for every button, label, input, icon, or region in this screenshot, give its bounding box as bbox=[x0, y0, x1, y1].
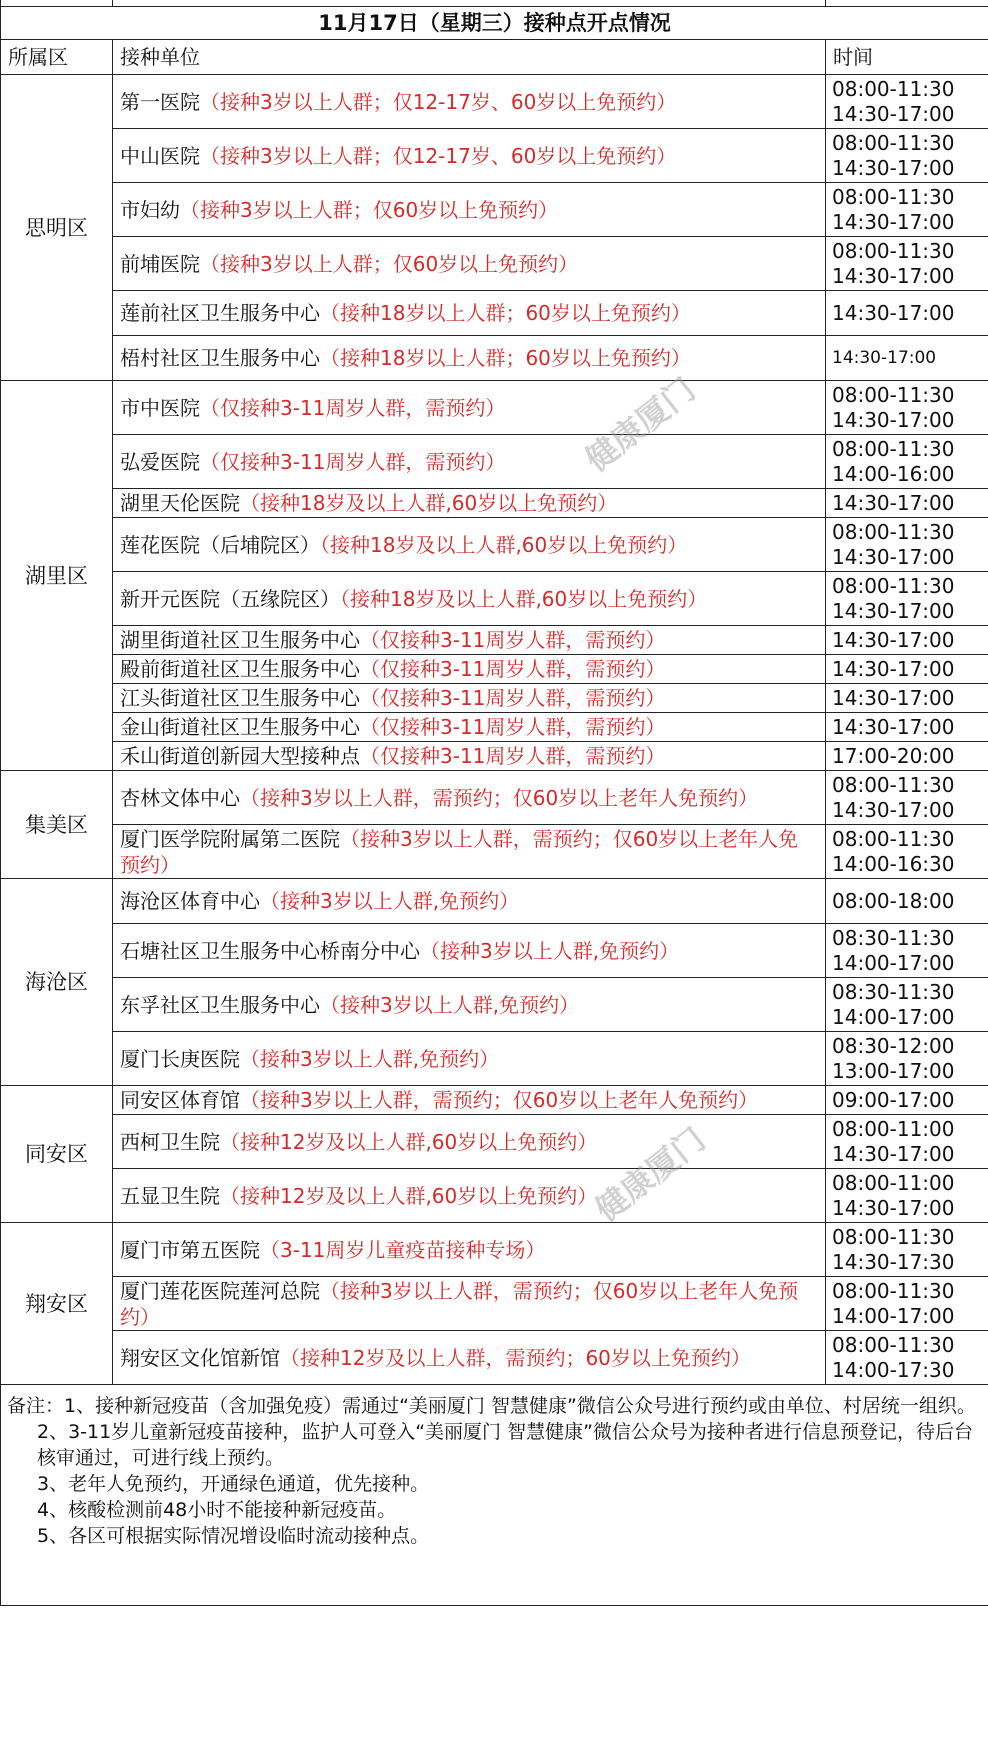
header-time: 时间 bbox=[826, 40, 988, 75]
time-range: 14:30-17:00 bbox=[832, 155, 955, 180]
time-cell bbox=[826, 381, 988, 435]
time-cell bbox=[826, 489, 988, 518]
notes-row bbox=[1, 1385, 988, 1606]
time-cell bbox=[826, 626, 988, 655]
site-cell bbox=[113, 435, 826, 489]
site-name: 同安区体育馆 bbox=[120, 1088, 240, 1112]
title-row bbox=[1, 7, 988, 40]
time-cell bbox=[826, 1277, 988, 1331]
site-name: 厦门长庚医院 bbox=[120, 1046, 240, 1071]
time-range: 08:00-11:30 bbox=[832, 184, 955, 209]
site-cell bbox=[113, 1277, 826, 1331]
site-cell bbox=[113, 655, 826, 684]
time-cell bbox=[826, 1086, 988, 1115]
time-cell bbox=[826, 435, 988, 489]
table-row bbox=[1, 771, 988, 825]
time-range: 08:00-11:30 bbox=[832, 382, 955, 407]
time-range: 08:00-11:30 bbox=[832, 573, 955, 598]
district-name: 思明区 bbox=[1, 75, 113, 381]
watermark: 健康厦门 bbox=[588, 1120, 713, 1229]
time-range: 08:30-11:30 bbox=[832, 979, 955, 1004]
site-name: 江头街道社区卫生服务中心 bbox=[120, 686, 360, 710]
site-cell bbox=[113, 742, 826, 771]
site-cell bbox=[113, 237, 826, 291]
site-cell bbox=[113, 825, 826, 879]
time-cell bbox=[826, 978, 988, 1032]
time-range: 08:00-11:00 bbox=[832, 1116, 955, 1141]
time-range: 09:00-17:00 bbox=[832, 1087, 955, 1112]
site-name: 杏林文体中心 bbox=[120, 785, 240, 810]
site-note: （接种18岁以上人群；60岁以上免预约） bbox=[320, 346, 691, 370]
note-line: 3、老年人免预约，开通绿色通道，优先接种。 bbox=[37, 1473, 430, 1495]
site-name: 翔安区文化馆新馆 bbox=[120, 1345, 280, 1370]
site-note: （接种3岁以上人群，需预约；仅60岁以上老年人免预约） bbox=[240, 785, 759, 810]
site-name: 市妇幼 bbox=[120, 197, 180, 222]
time-cell bbox=[826, 1169, 988, 1223]
district-name: 集美区 bbox=[1, 771, 113, 879]
time-range: 08:00-11:30 bbox=[832, 519, 955, 544]
site-note: （接种3岁以上人群,免预约） bbox=[320, 992, 580, 1017]
time-range: 08:00-11:00 bbox=[832, 1170, 955, 1195]
site-cell bbox=[113, 684, 826, 713]
time-range: 14:30-17:00 bbox=[832, 300, 955, 325]
site-note: （接种3岁以上人群；仅12-17岁、60岁以上免预约） bbox=[200, 89, 677, 114]
site-note: （接种3岁以上人群,免预约） bbox=[420, 938, 680, 963]
site-name: 殿前街道社区卫生服务中心 bbox=[120, 657, 360, 681]
site-cell bbox=[113, 75, 826, 129]
table-row bbox=[1, 742, 988, 771]
time-range: 14:00-17:00 bbox=[832, 1303, 955, 1328]
table-row bbox=[1, 518, 988, 572]
time-cell bbox=[826, 572, 988, 626]
time-range: 14:30-17:30 bbox=[832, 1249, 955, 1274]
time-range: 08:00-18:00 bbox=[832, 888, 955, 913]
table-row bbox=[1, 1115, 988, 1169]
time-cell bbox=[826, 237, 988, 291]
site-name: 市中医院 bbox=[120, 395, 200, 420]
time-range: 14:30-17:00 bbox=[832, 598, 955, 623]
site-name: 五显卫生院 bbox=[120, 1183, 220, 1208]
site-name: 西柯卫生院 bbox=[120, 1129, 220, 1154]
site-cell bbox=[113, 713, 826, 742]
site-cell bbox=[113, 978, 826, 1032]
time-cell bbox=[826, 684, 988, 713]
time-range: 14:30-17:00 bbox=[832, 685, 955, 710]
time-cell bbox=[826, 713, 988, 742]
note-line: 备注：1、接种新冠疫苗（含加强免疫）需通过“美丽厦门 智慧健康”微信公众号进行预约或由单位、村居统一组织。 bbox=[7, 1395, 976, 1417]
table-row bbox=[1, 713, 988, 742]
time-cell bbox=[826, 291, 988, 336]
site-cell bbox=[113, 518, 826, 572]
site-cell bbox=[113, 381, 826, 435]
site-name: 厦门莲花医院莲河总院 bbox=[120, 1278, 320, 1303]
table-row bbox=[1, 1032, 988, 1086]
district-name: 翔安区 bbox=[1, 1223, 113, 1385]
table-row bbox=[1, 572, 988, 626]
time-range: 14:00-17:00 bbox=[832, 1004, 955, 1029]
time-range: 08:00-11:30 bbox=[832, 238, 955, 263]
time-cell bbox=[826, 655, 988, 684]
table-row bbox=[1, 1086, 988, 1115]
time-cell bbox=[826, 518, 988, 572]
table-row bbox=[1, 684, 988, 713]
time-cell bbox=[826, 771, 988, 825]
site-note: （3-11周岁儿童疫苗接种专场） bbox=[260, 1237, 546, 1262]
site-note: （仅接种3-11周岁人群，需预约） bbox=[360, 744, 666, 768]
site-note: （仅接种3-11周岁人群，需预约） bbox=[360, 657, 666, 681]
note-line: 2、3-11岁儿童新冠疫苗接种，监护人可登入“美丽厦门 智慧健康”微信公众号为接种者进行信息预登记，待后台核审通过，可进行线上预约。 bbox=[37, 1421, 973, 1469]
time-range: 08:00-11:30 bbox=[832, 76, 955, 101]
site-note: （接种18岁以上人群；60岁以上免预约） bbox=[320, 301, 691, 325]
site-cell bbox=[113, 879, 826, 924]
site-cell bbox=[113, 1086, 826, 1115]
site-name: 金山街道社区卫生服务中心 bbox=[120, 715, 360, 739]
time-range: 14:30-17:00 bbox=[832, 101, 955, 126]
time-range: 14:30-17:00 bbox=[832, 544, 955, 569]
time-range: 14:30-17:00 bbox=[832, 1141, 955, 1166]
site-note: （接种18岁及以上人群,60岁以上免预约） bbox=[340, 586, 708, 611]
site-note: （仅接种3-11周岁人群，需预约） bbox=[360, 715, 666, 739]
time-cell bbox=[826, 75, 988, 129]
site-note: （仅接种3-11周岁人群，需预约） bbox=[200, 449, 506, 474]
site-name: 新开元医院（五缘院区） bbox=[120, 586, 340, 611]
time-cell bbox=[826, 1032, 988, 1086]
site-cell bbox=[113, 129, 826, 183]
site-name: 禾山街道创新园大型接种点 bbox=[120, 744, 360, 768]
site-name: 第一医院 bbox=[120, 89, 200, 114]
site-name: 莲前社区卫生服务中心 bbox=[120, 301, 320, 325]
site-name: 湖里天伦医院 bbox=[120, 491, 240, 515]
district-name: 湖里区 bbox=[1, 381, 113, 771]
time-range: 13:00-17:00 bbox=[832, 1058, 955, 1083]
time-range: 08:00-11:30 bbox=[832, 1278, 955, 1303]
district-name: 同安区 bbox=[1, 1086, 113, 1223]
site-cell bbox=[113, 771, 826, 825]
site-cell bbox=[113, 291, 826, 336]
time-range: 14:00-17:00 bbox=[832, 950, 955, 975]
site-note: （接种3岁以上人群；仅12-17岁、60岁以上免预约） bbox=[200, 143, 677, 168]
site-cell bbox=[113, 572, 826, 626]
time-range: 14:30-17:00 bbox=[832, 714, 955, 739]
time-cell bbox=[826, 924, 988, 978]
site-cell bbox=[113, 1223, 826, 1277]
table-row bbox=[1, 237, 988, 291]
note-line: 4、核酸检测前48小时不能接种新冠疫苗。 bbox=[37, 1499, 397, 1521]
site-cell bbox=[113, 1115, 826, 1169]
time-range: 14:30-17:00 bbox=[832, 1195, 955, 1220]
time-cell bbox=[826, 336, 988, 381]
watermark: 健康厦门 bbox=[578, 370, 703, 479]
header-district: 所属区 bbox=[1, 40, 113, 75]
table-row bbox=[1, 489, 988, 518]
table-row bbox=[1, 1169, 988, 1223]
time-range: 17:00-20:00 bbox=[832, 743, 955, 768]
site-cell bbox=[113, 183, 826, 237]
site-note: （仅接种3-11周岁人群，需预约） bbox=[360, 628, 666, 652]
table-row bbox=[1, 381, 988, 435]
time-cell bbox=[826, 1331, 988, 1385]
site-name: 弘爱医院 bbox=[120, 449, 200, 474]
time-cell bbox=[826, 879, 988, 924]
time-range: 14:30-17:00 bbox=[832, 627, 955, 652]
time-range: 14:30-17:00 bbox=[832, 797, 955, 822]
note-line: 5、各区可根据实际情况增设临时流动接种点。 bbox=[37, 1525, 430, 1547]
district-name: 海沧区 bbox=[1, 879, 113, 1086]
time-range: 08:00-11:30 bbox=[832, 1332, 955, 1357]
notes-cell bbox=[1, 1385, 988, 1606]
site-note: （接种12岁及以上人群,60岁以上免预约） bbox=[220, 1183, 598, 1208]
site-cell bbox=[113, 1169, 826, 1223]
table-title: 11月17日（星期三）接种点开点情况 bbox=[1, 7, 988, 40]
site-cell bbox=[113, 489, 826, 518]
time-range: 14:00-16:30 bbox=[832, 851, 955, 876]
time-range: 08:30-12:00 bbox=[832, 1033, 955, 1058]
table-row bbox=[1, 1223, 988, 1277]
site-note: （接种3岁以上人群；仅60岁以上免预约） bbox=[200, 251, 579, 276]
time-range: 14:30-17:00 bbox=[832, 209, 955, 234]
site-cell bbox=[113, 626, 826, 655]
time-range: 14:30-17:00 bbox=[832, 656, 955, 681]
site-name: 中山医院 bbox=[120, 143, 200, 168]
site-name: 东孚社区卫生服务中心 bbox=[120, 992, 320, 1017]
time-cell bbox=[826, 183, 988, 237]
table-row bbox=[1, 435, 988, 489]
table-row bbox=[1, 626, 988, 655]
site-note: （接种3岁以上人群，需预约；仅60岁以上老年人免预约） bbox=[120, 826, 799, 877]
site-name: 海沧区体育中心 bbox=[120, 889, 260, 913]
time-range: 08:00-11:30 bbox=[832, 772, 955, 797]
site-name: 前埔医院 bbox=[120, 251, 200, 276]
site-note: （接种18岁及以上人群,60岁以上免预约） bbox=[240, 491, 618, 515]
site-cell bbox=[113, 1032, 826, 1086]
header-unit: 接种单位 bbox=[113, 40, 826, 75]
table-row bbox=[1, 1331, 988, 1385]
site-note: （接种3岁以上人群，需预约；仅60岁以上老年人免预约） bbox=[120, 1278, 799, 1329]
site-cell bbox=[113, 924, 826, 978]
site-name: 厦门医学院附属第二医院 bbox=[120, 826, 340, 851]
site-note: （接种3岁以上人群；仅60岁以上免预约） bbox=[180, 197, 559, 222]
table-row bbox=[1, 183, 988, 237]
site-note: （仅接种3-11周岁人群，需预约） bbox=[200, 395, 506, 420]
site-note: （接种12岁及以上人群，需预约；60岁以上免预约） bbox=[280, 1345, 751, 1370]
time-range: 08:00-11:30 bbox=[832, 130, 955, 155]
time-range: 08:00-11:30 bbox=[832, 436, 955, 461]
time-cell bbox=[826, 1223, 988, 1277]
table-row bbox=[1, 655, 988, 684]
site-note: （接种12岁及以上人群,60岁以上免预约） bbox=[220, 1129, 598, 1154]
header-row bbox=[1, 40, 988, 75]
site-note: （接种3岁以上人群,免预约） bbox=[260, 889, 520, 913]
table-row bbox=[1, 924, 988, 978]
site-name: 石塘社区卫生服务中心桥南分中心 bbox=[120, 938, 420, 963]
time-range: 14:30-17:00 bbox=[832, 490, 955, 515]
table-row bbox=[1, 336, 988, 381]
time-cell bbox=[826, 129, 988, 183]
time-range: 14:30-17:00 bbox=[832, 347, 937, 368]
table-row bbox=[1, 75, 988, 129]
table-row bbox=[1, 129, 988, 183]
site-name: 厦门市第五医院 bbox=[120, 1237, 260, 1262]
time-cell bbox=[826, 742, 988, 771]
time-range: 08:00-11:30 bbox=[832, 826, 955, 851]
site-note: （接种3岁以上人群，需预约；仅60岁以上老年人免预约） bbox=[240, 1088, 759, 1112]
site-note: （仅接种3-11周岁人群，需预约） bbox=[360, 686, 666, 710]
time-range: 14:30-17:00 bbox=[832, 407, 955, 432]
site-cell bbox=[113, 336, 826, 381]
site-name: 莲花医院（后埔院区） bbox=[120, 532, 320, 557]
time-range: 14:00-17:30 bbox=[832, 1357, 955, 1382]
time-range: 08:30-11:30 bbox=[832, 925, 955, 950]
site-note: （接种18岁及以上人群,60岁以上免预约） bbox=[320, 532, 688, 557]
table-row bbox=[1, 879, 988, 924]
site-name: 梧村社区卫生服务中心 bbox=[120, 346, 320, 370]
site-note: （接种3岁以上人群,免预约） bbox=[240, 1046, 500, 1071]
table-row bbox=[1, 1277, 988, 1331]
table-row bbox=[1, 978, 988, 1032]
site-name: 湖里街道社区卫生服务中心 bbox=[120, 628, 360, 652]
time-range: 08:00-11:30 bbox=[832, 1224, 955, 1249]
table-row bbox=[1, 291, 988, 336]
time-range: 14:30-17:00 bbox=[832, 263, 955, 288]
table-row bbox=[1, 825, 988, 879]
time-cell bbox=[826, 825, 988, 879]
time-cell bbox=[826, 1115, 988, 1169]
time-range: 14:00-16:00 bbox=[832, 461, 955, 486]
site-cell bbox=[113, 1331, 826, 1385]
